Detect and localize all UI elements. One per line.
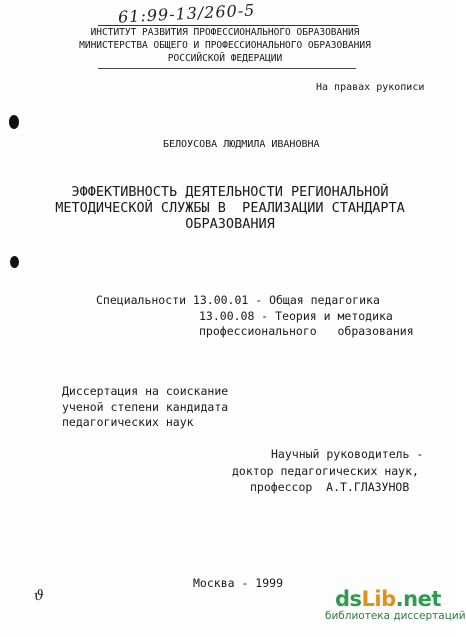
dissertation-line-2: ученой степени кандидата [62, 400, 229, 414]
manuscript-note: На правах рукописи [316, 82, 425, 93]
specialty-line-1: Специальности 13.00.01 - Общая педагогика [96, 293, 380, 307]
dslib-subtitle: библиотека диссертаций [325, 610, 466, 622]
city-year: Москва - 1999 [193, 576, 284, 590]
dslib-logo-net: .net [395, 587, 441, 611]
dslib-logo-ds: ds [335, 587, 362, 611]
title-line-2: МЕТОДИЧЕСКОЙ СЛУЖБЫ В РЕАЛИЗАЦИИ СТАНДАРТА [55, 200, 405, 216]
institution-line-1: ИНСТИТУТ РАЗВИТИЯ ПРОФЕССИОНАЛЬНОГО ОБРАЗОВАНИЯ [90, 27, 360, 38]
stray-pen-mark: ϑ [33, 587, 46, 605]
header-rule [98, 25, 358, 26]
dslib-watermark [325, 587, 466, 622]
dissertation-line-3: педагогических наук [62, 415, 194, 429]
specialty-line-3: профессионального образования [199, 324, 414, 338]
supervisor-line-3: профессор А.Т.ГЛАЗУНОВ [250, 480, 410, 494]
institution-line-2: МИНИСТЕРСТВА ОБЩЕГО И ПРОФЕССИОНАЛЬНОГО ОБРАЗОВАНИЯ [79, 40, 371, 51]
institution-rule [98, 68, 356, 69]
dissertation-line-1: Диссертация на соискание [62, 384, 229, 398]
title-line-3: ОБРАЗОВАНИЯ [185, 216, 275, 232]
title-line-1: ЭФФЕКТИВНОСТЬ ДЕЯТЕЛЬНОСТИ РЕГИОНАЛЬНОЙ [71, 184, 389, 200]
scan-blot-2 [10, 256, 19, 268]
specialty-line-2: 13.00.08 - Теория и методика [199, 309, 393, 323]
supervisor-line-1: Научный руководитель - [271, 447, 424, 461]
dslib-logo [335, 588, 450, 610]
scan-blot-1 [9, 115, 19, 129]
institution-line-3: РОССИЙСКОЙ ФЕДЕРАЦИИ [167, 53, 283, 64]
supervisor-line-2: доктор педагогических наук, [232, 464, 419, 478]
author-name: БЕЛОУСОВА ЛЮДМИЛА ИВАНОВНА [163, 139, 320, 150]
archive-code-handwritten: 61:99-13/260-5 [117, 0, 256, 27]
dslib-logo-lib: Lib [361, 587, 396, 611]
